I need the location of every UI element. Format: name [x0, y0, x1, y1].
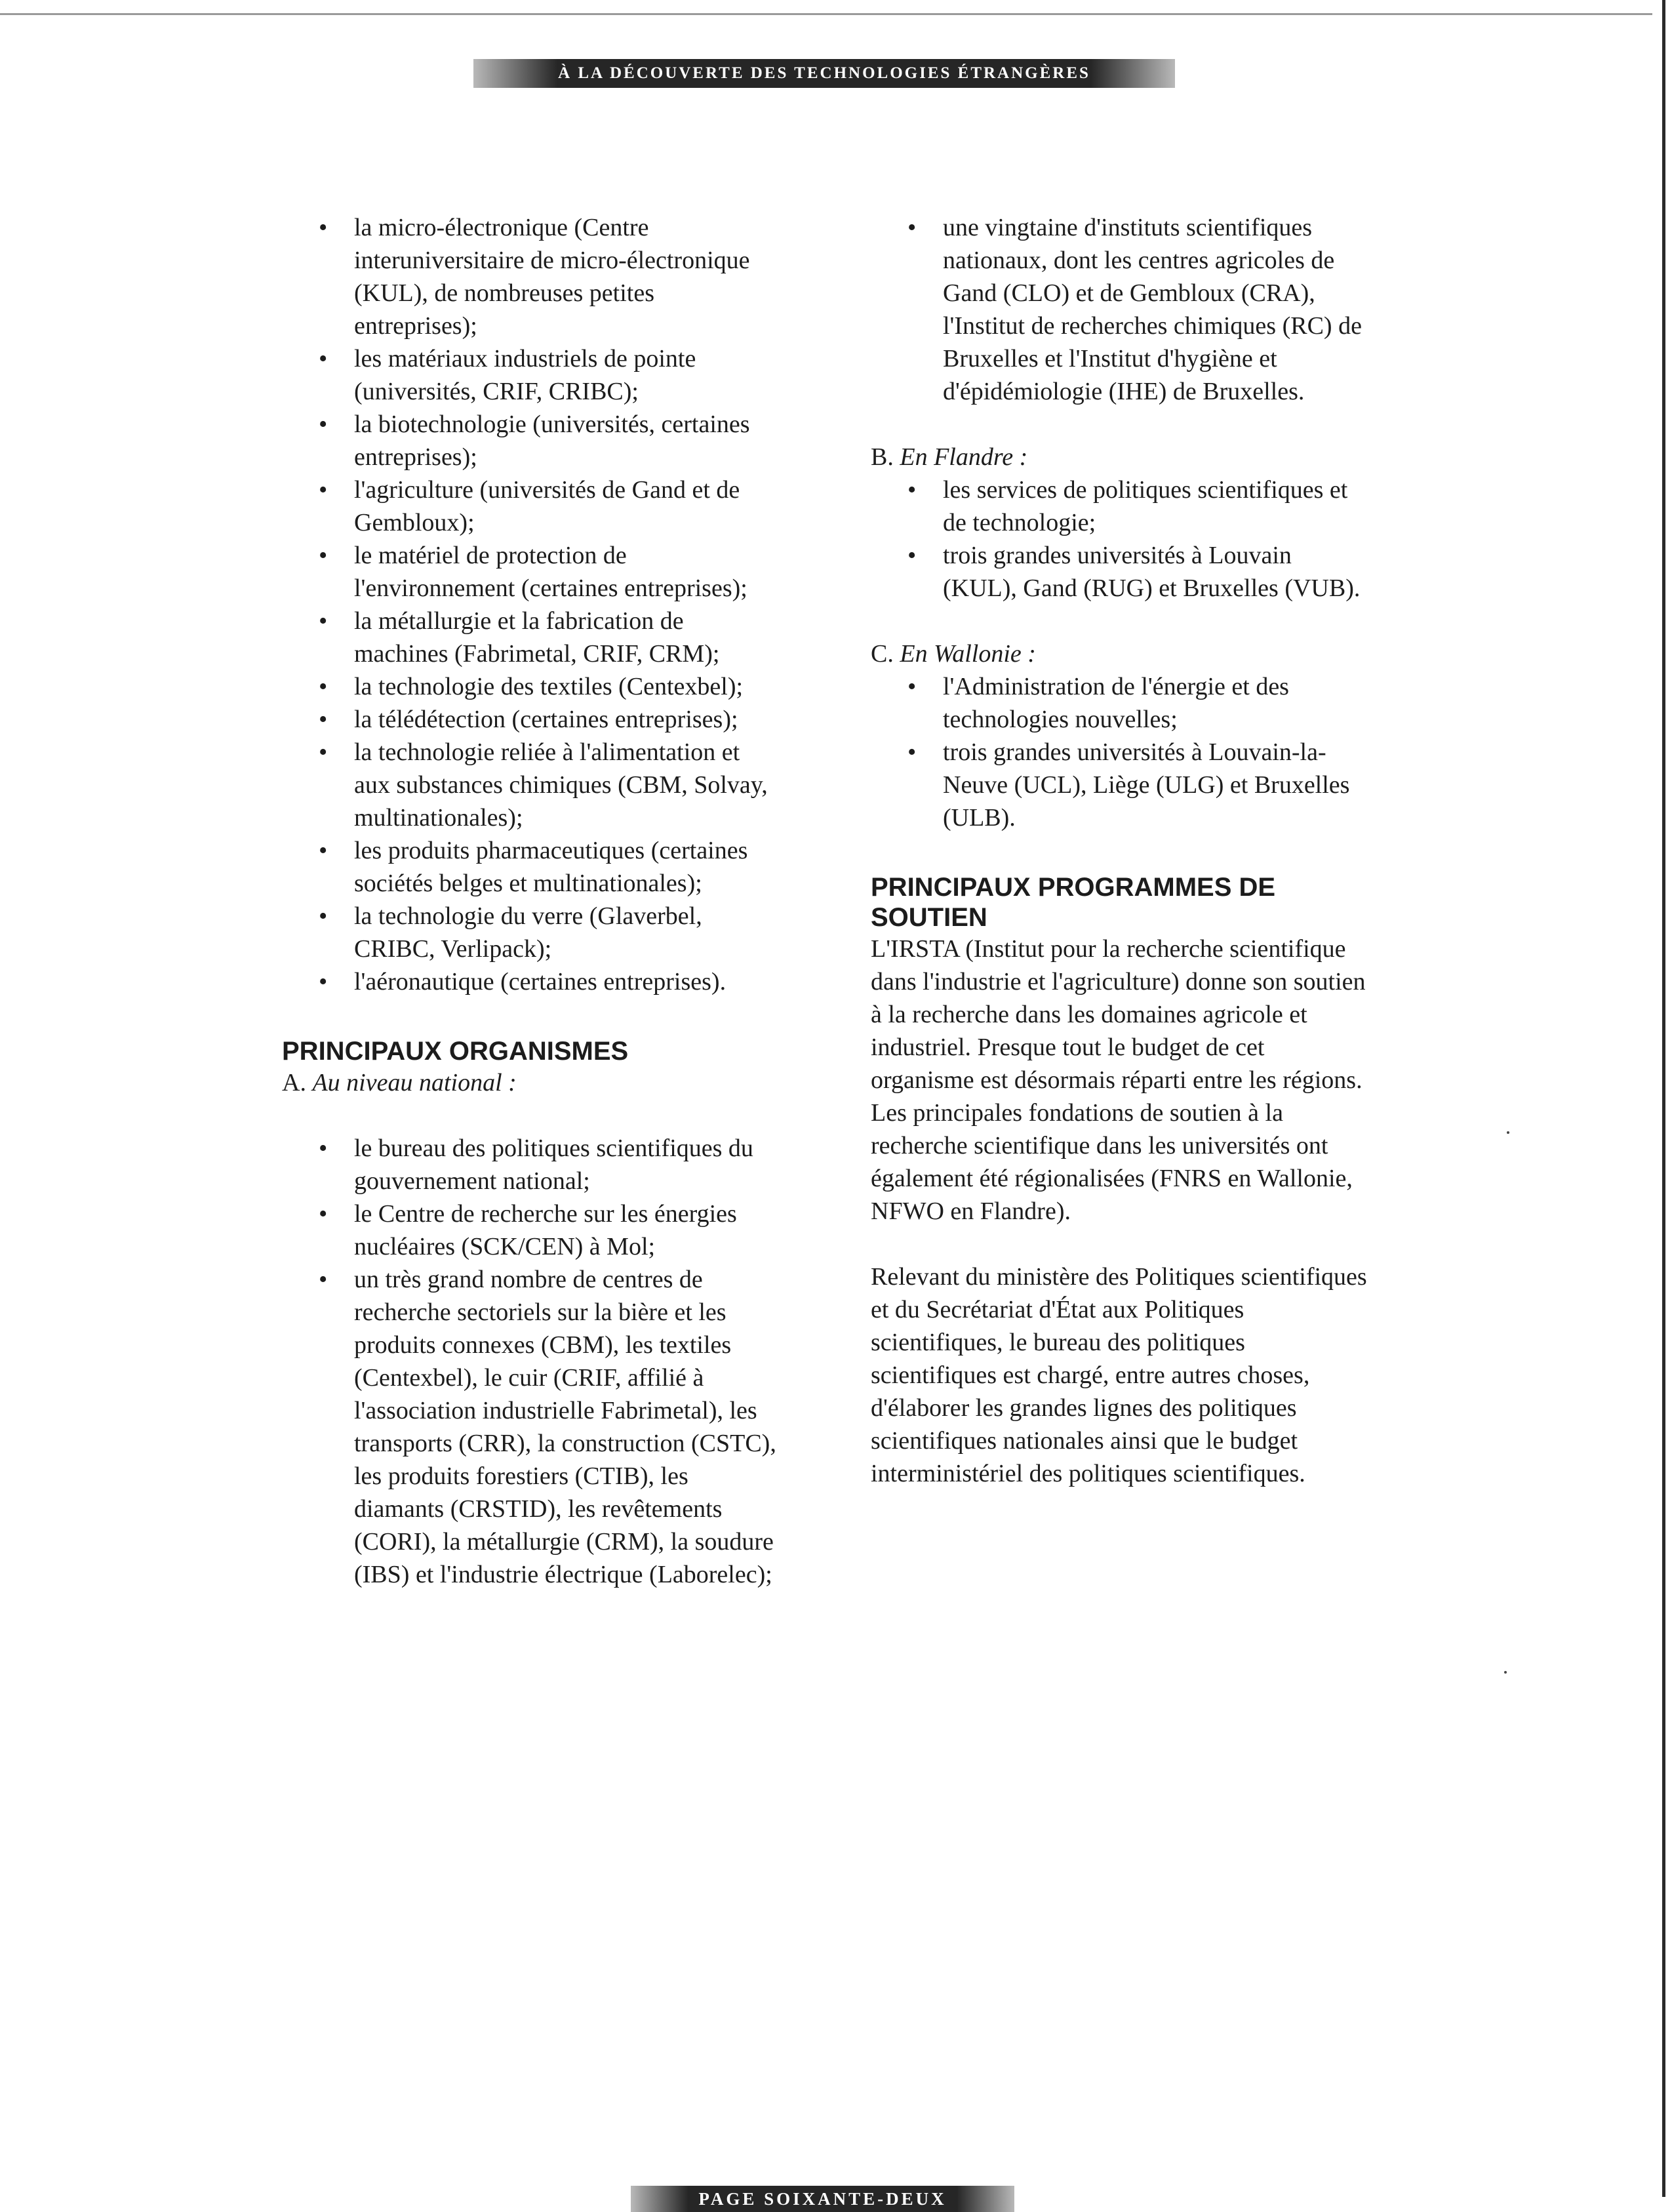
sector-list — [282, 211, 780, 998]
list-item: • le matériel de protection de l'environnement (certaines entreprises); — [282, 539, 780, 605]
wallonie-label: En Wallonie : — [900, 640, 1036, 668]
list-item: • l'aéronautique (certaines entreprises). — [282, 965, 780, 998]
list-item: • les matériaux industriels de pointe (universités, CRIF, CRIBC); — [282, 342, 780, 408]
list-item: • une vingtaine d'instituts scientifiques nationaux, dont les centres agricoles de Gand (CLO) et de Gembloux (CRA), l'Institut de recherches chimiques (RC) de Bruxelles et l'Institut d'hygiène et d'épidémiologie (IHE) de Bruxelles. — [871, 211, 1369, 408]
list-item: • les services de politiques scientifiques et de technologie; — [871, 473, 1369, 539]
running-title: À LA DÉCOUVERTE DES TECHNOLOGIES ÉTRANGÈRES — [558, 64, 1090, 82]
flandre-list — [871, 473, 1369, 605]
national-subheading — [282, 1066, 780, 1099]
programmes-heading: PRINCIPAUX PROGRAMMES DE SOUTIEN — [871, 873, 1276, 932]
list-item: • les produits pharmaceutiques (certaines sociétés belges et multinationales); — [282, 834, 780, 900]
list-item: • la technologie reliée à l'alimentation et aux substances chimiques (CBM, Solvay, multinationales); — [282, 736, 780, 834]
wallonie-subheading — [871, 637, 1369, 670]
list-item: • un très grand nombre de centres de recherche sectoriels sur la bière et les produits connexes (CBM), les textiles (Centexbel), le cuir (CRIF, affilié à l'association industrielle Fabrimetal), les transports (CRR), la construction (CSTC), les produits forestiers (CTIB), les diamants (CRSTID), les revêtements (CORI), la métallurgie (CRM), la soudure (IBS) et l'industrie électrique (Laborelec); — [282, 1263, 780, 1591]
list-item: • l'Administration de l'énergie et des technologies nouvelles; — [871, 670, 1369, 736]
list-item: • la micro-électronique (Centre interuniversitaire de micro-électronique (KUL), de nombreuses petites entreprises); — [282, 211, 780, 342]
list-item: • la biotechnologie (universités, certaines entreprises); — [282, 408, 780, 473]
programmes-paragraph-1: L'IRSTA (Institut pour la recherche scientifique dans l'industrie et l'agriculture) donne son soutien à la recherche dans les domaines agricole et industriel. Presque tout le budget de cet organisme est désormais réparti entre les régions. Les principales fondations de soutien à la recherche scientifique dans les universités ont également été régionalisées (FNRS en Wallonie, NFWO en Flandre). — [871, 935, 1366, 1225]
flandre-label: En Flandre : — [900, 443, 1028, 471]
national-label: Au niveau national : — [312, 1069, 517, 1096]
right-column — [871, 211, 1369, 1490]
list-item: • la technologie des textiles (Centexbel); — [282, 670, 780, 703]
flandre-prefix: B. — [871, 443, 894, 471]
page-number-label: PAGE SOIXANTE-DEUX — [698, 2189, 947, 2209]
list-item: • l'agriculture (universités de Gand et de Gembloux); — [282, 473, 780, 539]
scan-speck — [1504, 1671, 1507, 1674]
organismes-heading: PRINCIPAUX ORGANISMES — [282, 1037, 629, 1066]
flandre-subheading — [871, 441, 1369, 473]
wallonie-prefix: C. — [871, 640, 894, 668]
list-item: • trois grandes universités à Louvain (KUL), Gand (RUG) et Bruxelles (VUB). — [871, 539, 1369, 605]
scan-speck — [1507, 1131, 1509, 1134]
national-list — [282, 1132, 780, 1591]
page-footer — [631, 2186, 1014, 2212]
list-item: • le bureau des politiques scientifiques du gouvernement national; — [282, 1132, 780, 1197]
left-column — [282, 211, 780, 1591]
wallonie-list — [871, 670, 1369, 834]
national-list-continued — [871, 211, 1369, 408]
list-item: • la métallurgie et la fabrication de machines (Fabrimetal, CRIF, CRM); — [282, 605, 780, 670]
list-item: • trois grandes universités à Louvain-la-Neuve (UCL), Liège (ULG) et Bruxelles (ULB). — [871, 736, 1369, 834]
running-header — [473, 59, 1175, 88]
national-prefix: A. — [282, 1069, 306, 1096]
page-edge — [1662, 0, 1665, 2197]
list-item: • la technologie du verre (Glaverbel, CRIBC, Verlipack); — [282, 900, 780, 965]
programmes-paragraph-2: Relevant du ministère des Politiques scientifiques et du Secrétariat d'État aux Politiques scientifiques, le bureau des politiques scientifiques est chargé, entre autres choses, d'élaborer les grandes lignes des politiques scientifiques nationales ainsi que le budget interministériel des politiques scientifiques. — [871, 1263, 1367, 1487]
list-item: • le Centre de recherche sur les énergies nucléaires (SCK/CEN) à Mol; — [282, 1197, 780, 1263]
top-rule — [0, 13, 1652, 15]
list-item: • la télédétection (certaines entreprises); — [282, 703, 780, 736]
